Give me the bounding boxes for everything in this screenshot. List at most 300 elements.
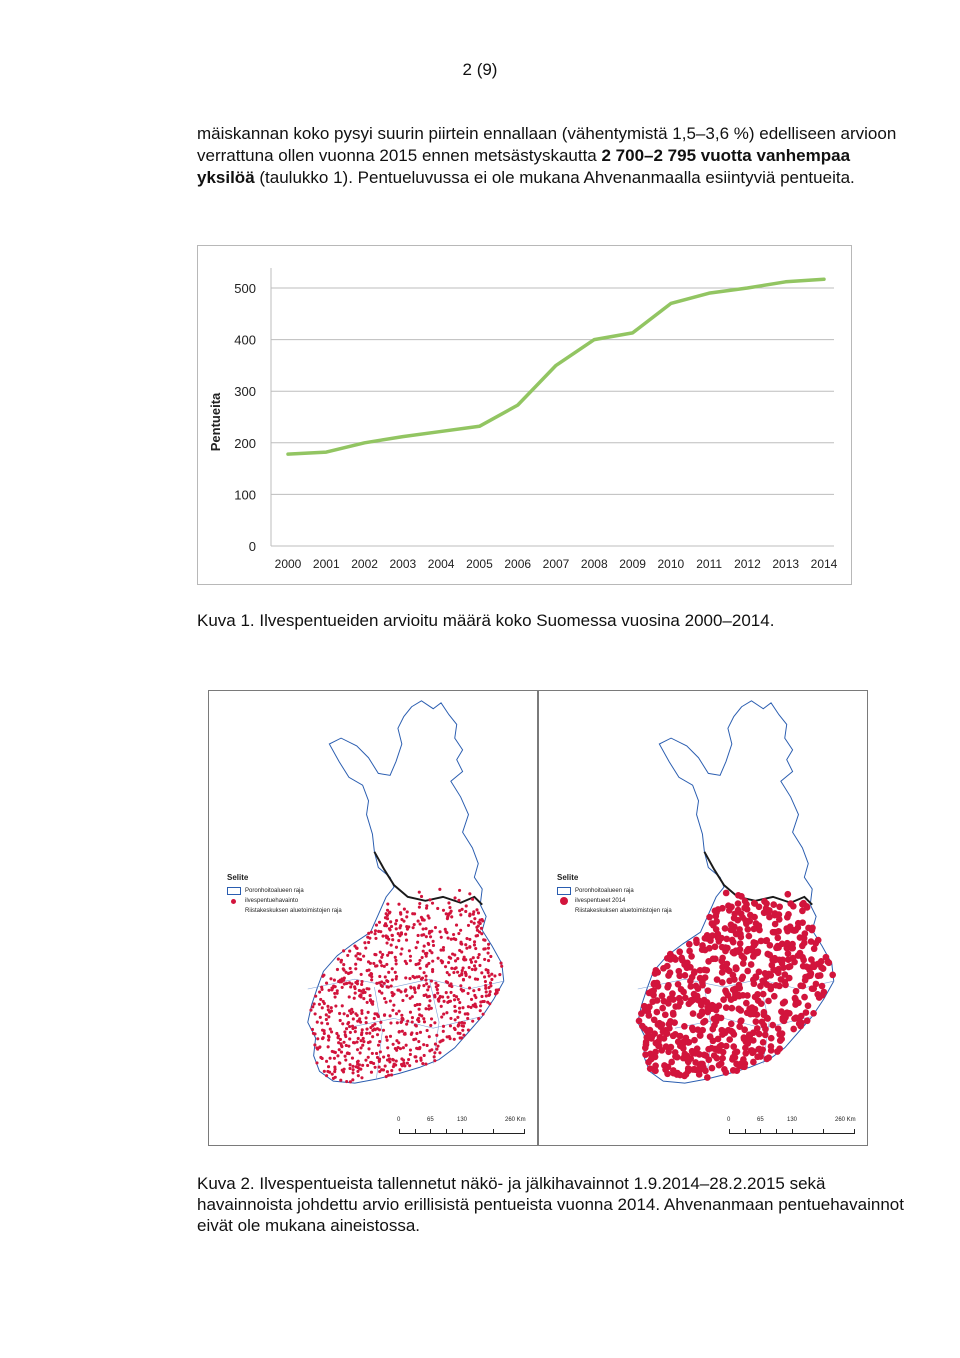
observation-dot [758,1000,765,1007]
observation-dot [744,926,751,933]
observation-dot [768,983,775,990]
observation-dot [655,1038,662,1045]
observation-dot [405,1044,408,1047]
observation-dot [419,967,422,970]
observation-dot [417,1040,420,1043]
observation-dot [337,958,340,961]
observation-dot [348,981,351,984]
observation-dot [413,912,416,915]
observation-dot [404,933,407,936]
observation-dot [659,993,666,1000]
observation-dot [389,999,392,1002]
observation-dot [403,1032,406,1035]
observation-dot [465,947,468,950]
observation-dot [360,973,363,976]
observation-dot [389,920,392,923]
observation-dot [442,1013,445,1016]
observation-dot [649,998,656,1005]
observation-dot [427,962,430,965]
observation-dot [402,1046,405,1049]
observation-dot [338,1012,341,1015]
observation-dot [781,1013,788,1020]
observation-dot [395,1039,398,1042]
observation-dot [680,989,687,996]
observation-dot [470,920,473,923]
observation-dot [419,1059,422,1062]
observation-dot [385,941,388,944]
observation-dot [657,1023,664,1030]
observation-dot [318,1003,321,1006]
observation-dot [414,1038,417,1041]
observation-dot [771,993,778,1000]
observation-dot [374,953,377,956]
observation-dot [670,1010,677,1017]
observation-dot [739,974,746,981]
observation-dot [750,953,757,960]
observation-dot [420,934,423,937]
observation-dot [756,927,763,934]
observation-dot [374,937,377,940]
observation-dot [345,1027,348,1030]
observation-dot [808,970,815,977]
observation-dot [412,926,415,929]
observation-dot [448,906,451,909]
observation-dot [395,919,398,922]
paragraph-text-start: mäiskannan koko pysyi suurin piirtein ennallaan (vähentymistä 1,5–3,6 %) edelliseen arvioon verrattuna ollen vuonna 2015 ennen metsästyskautta [197,124,897,165]
observation-dot [735,900,742,907]
observation-dot [342,949,345,952]
observation-dot [702,947,709,954]
observation-dot [365,1021,368,1024]
observation-dot [801,940,808,947]
observation-dot [329,1057,332,1060]
observation-dot [418,906,421,909]
observation-dot [334,1051,337,1054]
observation-dot [760,1022,767,1029]
observation-dot [444,965,447,968]
observation-dot [433,995,436,998]
observation-dot [664,984,671,991]
observation-dot [386,902,389,905]
observation-dot [817,972,824,979]
observation-dot [459,913,462,916]
observation-dot [453,998,456,1001]
observation-dot [479,1004,482,1007]
observation-dot [356,1014,359,1017]
observation-dot [404,960,407,963]
observation-dot [394,956,397,959]
observation-dot [364,1059,367,1062]
observation-dot [422,1043,425,1046]
observation-dot [709,920,716,927]
observation-dot [314,995,317,998]
observation-dot [456,971,459,974]
observation-dot [354,981,357,984]
observation-dot [452,933,455,936]
observation-dot [370,978,373,981]
observation-dot [409,959,412,962]
observation-dot [424,952,427,955]
observation-dot [683,1035,690,1042]
observation-dot [354,1030,357,1033]
observation-dot [377,1044,380,1047]
legend-title: Selite [227,873,249,882]
observation-dot [378,921,381,924]
observation-dot [780,964,787,971]
observation-dot [383,982,386,985]
observation-dot [415,1032,418,1035]
observation-dot [663,1043,670,1050]
observation-dot [373,1028,376,1031]
observation-dot [348,1025,351,1028]
observation-dot [760,991,767,998]
figure-caption-2: Kuva 2. Ilvespentueista tallennetut näkö- ja jälkihavainnot 1.9.2014–28.2.2015 sekä havainnoista johdettu arvio erillisistä pentueista vuonna 2014. Ahvenanmaan pentuehavainnot eivät ole mukana aineistossa. [197,1174,904,1235]
observation-dot [460,943,463,946]
reindeer-area-border [374,852,482,905]
observation-dot [668,1059,675,1066]
observation-dot [389,1035,392,1038]
observation-dot [383,997,386,1000]
observation-dot [733,964,740,971]
observation-dot [367,1056,370,1059]
observation-dot [346,1014,349,1017]
observation-dot [406,1020,409,1023]
observation-dot [433,1055,436,1058]
observation-dot [471,898,474,901]
observation-dot [428,898,431,901]
observation-dot [333,1066,336,1069]
observation-dot [676,948,683,955]
observation-dot [659,1005,666,1012]
observation-dot [329,977,332,980]
observation-dot [729,1005,736,1012]
observation-dot [740,960,747,967]
observation-dot [363,941,366,944]
map-legend [557,873,672,916]
observation-dot [415,946,418,949]
observation-dot [313,1002,316,1005]
observation-dot [730,972,737,979]
observation-dot [331,1073,334,1076]
observation-dot [484,947,487,950]
observation-dot [720,1049,727,1056]
data-point-2012 [746,287,748,289]
observation-dot [327,989,330,992]
observation-dot [468,966,471,969]
observation-dot [418,902,421,905]
observation-dot [380,1068,383,1071]
page-number: 2 (9) [462,60,498,79]
observation-dot [473,922,476,925]
observation-dot [459,984,462,987]
observation-dot [642,1045,649,1052]
observation-dot [465,904,468,907]
observation-dot [403,1064,406,1067]
observation-dot [484,984,487,987]
observation-dot [441,961,444,964]
observation-dot [395,927,398,930]
observation-dot [406,928,409,931]
observation-dot [667,969,674,976]
observation-dot [338,1048,341,1051]
observation-dot [331,1050,334,1053]
observation-dot [380,984,383,987]
observation-dot [726,907,733,914]
observation-dot [365,1016,368,1019]
observation-dot [424,978,427,981]
observation-dot [487,951,490,954]
observation-dot [455,924,458,927]
x-tick-label-2011: 2011 [696,557,723,571]
observation-dot [394,959,397,962]
observation-dot [384,1001,387,1004]
observation-dot [466,1017,469,1020]
observation-dot [737,940,744,947]
observation-dot [386,1039,389,1042]
observation-dot [678,955,685,962]
observation-dot [458,1021,461,1024]
observation-dot [386,954,389,957]
observation-dot [320,1021,323,1024]
observation-dot [471,1020,474,1023]
observation-dot [820,965,827,972]
x-tick-label-2007: 2007 [542,557,570,571]
observation-dot [484,980,487,983]
observation-dot [394,971,397,974]
observation-dot [829,972,836,979]
observation-dot [645,1008,652,1015]
observation-dot [453,953,456,956]
observation-dot [431,970,434,973]
observation-dot [309,1009,312,1012]
observation-dot [449,1017,452,1020]
observation-dot [468,938,471,941]
observation-dot [786,975,793,982]
observation-dot [413,988,416,991]
observation-dot [489,990,492,993]
observation-dot [322,1000,325,1003]
observation-dot [818,958,825,965]
observation-dot [414,1055,417,1058]
observation-dot [407,1058,410,1061]
observation-dot [487,959,490,962]
x-tick-label-2008: 2008 [580,557,608,571]
observation-dot [384,975,387,978]
observation-dot [373,1017,376,1020]
observation-dot [769,956,776,963]
observation-dot [347,972,350,975]
observation-dot [360,1012,363,1015]
observation-dot [458,1001,461,1004]
observation-dot [395,946,398,949]
observation-dot [385,936,388,939]
observation-dot [346,1052,349,1055]
observation-dot [445,991,448,994]
observation-dot [479,1000,482,1003]
observation-dot [478,964,481,967]
observation-dot [356,957,359,960]
observation-dot [409,985,412,988]
observation-dot [712,913,719,920]
observation-dot [319,1016,322,1019]
observation-dot [464,943,467,946]
observation-dot [452,971,455,974]
observation-dot [434,1043,437,1046]
observation-dot [473,917,476,920]
observation-dot [411,1016,414,1019]
x-tick-label-2009: 2009 [619,557,646,571]
observation-dot [327,1036,330,1039]
observation-dot [762,970,769,977]
observation-dot [368,937,371,940]
observation-dot [753,1018,760,1025]
observation-dot [327,1045,330,1048]
observation-dot [735,892,742,899]
observation-dot [316,1021,319,1024]
observation-dot [376,1056,379,1059]
observation-dot [425,982,428,985]
observation-dot [367,960,370,963]
observation-dot [355,1065,358,1068]
observation-dot [688,997,695,1004]
observation-dot [413,923,416,926]
observation-dot [420,978,423,981]
observation-dot [449,991,452,994]
observation-dot [375,982,378,985]
observation-dot [489,984,492,987]
observation-dot [427,985,430,988]
observation-dot [435,985,438,988]
observation-dot [418,975,421,978]
legend-dot-swatch [231,899,236,904]
observation-dot [746,918,753,925]
observation-dot [651,1016,658,1023]
observation-dot [414,1004,417,1007]
observation-dot [433,1051,436,1054]
observation-dot [467,924,470,927]
observation-dot [462,1034,465,1037]
observation-dot [693,1067,700,1074]
observation-dot [418,1003,421,1006]
observation-dot [392,1004,395,1007]
observation-dot [477,988,480,991]
legend-item-reindeer-border: Poronhoitoalueen raja [227,886,342,896]
observation-dot [321,1006,324,1009]
observation-dot [804,1017,811,1024]
observation-dot [356,1063,359,1066]
observation-dot [774,935,781,942]
observation-dot [366,1001,369,1004]
observation-dot [418,1047,421,1050]
observation-dot [422,1017,425,1020]
observation-dot [379,951,382,954]
observation-dot [500,965,503,968]
observation-dot [470,998,473,1001]
observation-dot [428,932,431,935]
observation-dot [481,919,484,922]
observation-dot [378,1066,381,1069]
data-point-2013 [785,281,787,283]
observation-dot [378,981,381,984]
observation-dot [478,953,481,956]
observation-dot [468,945,471,948]
observation-dot [367,941,370,944]
observation-dot [721,1066,728,1073]
observation-dot [321,1057,324,1060]
observation-dot [378,975,381,978]
observation-dot [810,985,817,992]
observation-dot [391,938,394,941]
observation-dot [410,1031,413,1034]
observation-dot [339,1038,342,1041]
observation-dot [374,965,377,968]
observation-dot [757,1053,764,1060]
observation-dot [416,941,419,944]
observation-dot [749,1047,756,1054]
observation-dot [404,988,407,991]
x-tick-label-2002: 2002 [351,557,378,571]
observation-dot [667,1018,674,1025]
observation-dot [436,907,439,910]
observation-dot [488,993,491,996]
observation-dot [390,991,393,994]
paragraph-bold-text: 2 700–2 795 vuotta vanhempaa yksilöä [197,146,851,187]
observation-dot [461,989,464,992]
observation-dot [401,1030,404,1033]
observation-dot [362,988,365,991]
observation-dot [778,976,785,983]
observation-dot [442,1030,445,1033]
observation-dot [330,1006,333,1009]
x-tick-label-2014: 2014 [810,557,838,571]
observation-dot [390,951,393,954]
observation-dot [719,905,726,912]
observation-dot [325,1018,328,1021]
y-tick-label-0: 0 [248,539,256,554]
observation-dot [753,920,760,927]
x-tick-label-2000: 2000 [274,557,302,571]
observation-dot [790,1026,797,1033]
observation-dot [360,980,363,983]
observation-dot [329,1028,332,1031]
observation-dot [422,927,425,930]
observation-dot [495,991,498,994]
observation-dot [458,1011,461,1014]
observation-dot [474,960,477,963]
observation-dot [351,1057,354,1060]
observation-dot [490,973,493,976]
observation-dot [408,1064,411,1067]
observation-dot [347,1045,350,1048]
data-point-2004 [440,430,442,432]
observation-dot [705,1046,712,1053]
observation-dot [359,989,362,992]
observation-dot [360,1039,363,1042]
observation-dot [348,950,351,953]
observation-dot [810,1010,817,1017]
observation-dot [477,1017,480,1020]
observation-dot [462,1025,465,1028]
observation-dot [741,1063,748,1070]
observation-dot [325,982,328,985]
observation-dot [315,1061,318,1064]
observation-dot [367,969,370,972]
observation-dot [356,1048,359,1051]
observation-dot [426,1029,429,1032]
observation-dot [464,910,467,913]
observation-dot [474,947,477,950]
observation-dot [362,997,365,1000]
